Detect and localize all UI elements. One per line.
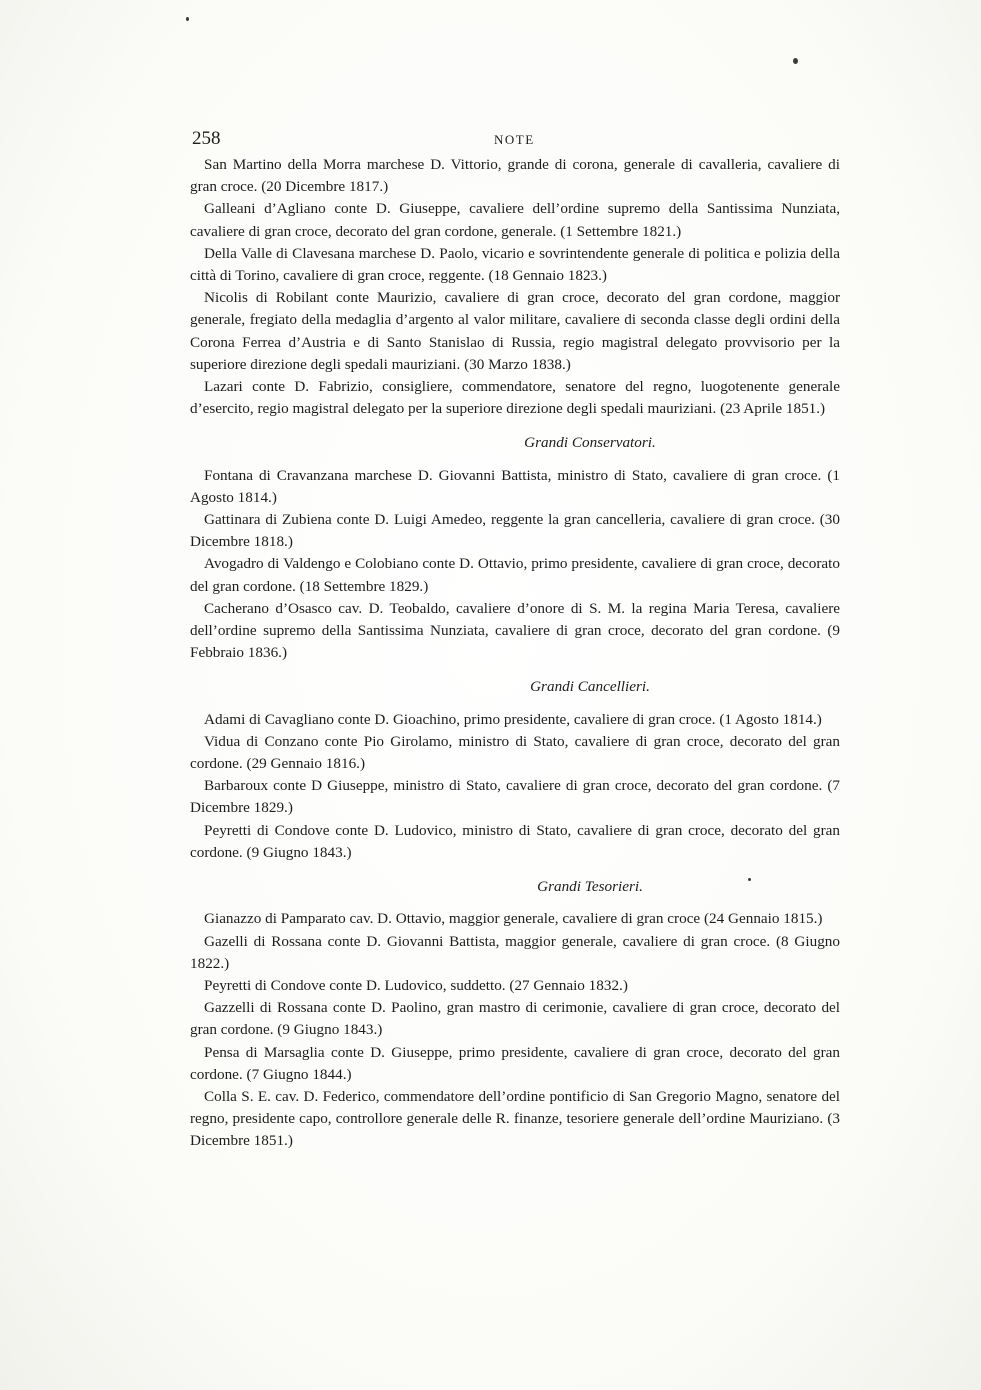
page-number: 258 bbox=[192, 128, 221, 149]
list-item: Galleani d’Agliano conte D. Giuseppe, cavaliere dell’ordine supremo della Santissima Nunziata, cavaliere di gran croce, decorato del gran cordone, generale. (1 Settembre 1821.) bbox=[190, 200, 840, 240]
list-item: Avogadro di Valdengo e Colobiano conte D. Ottavio, primo presidente, cavaliere di gran croce, decorato del gran cordone. (18 Settembre 1829.) bbox=[190, 555, 840, 595]
list-item: Barbaroux conte D Giuseppe, ministro di Stato, cavaliere di gran croce, decorato del gran cordone. (7 Dicembre 1829.) bbox=[190, 777, 840, 817]
running-title: NOTE bbox=[494, 132, 535, 147]
section-title: Grandi Conservatori. bbox=[524, 434, 656, 452]
list-item: Colla S. E. cav. D. Federico, commendatore dell’ordine pontificio di San Gregorio Magno, senatore del regno, presidente capo, controllore generale delle R. finanze, tesoriere generale dell’ordine Mauriziano. (3 Dicembre 1851.) bbox=[190, 1087, 840, 1150]
list-item: Peyretti di Condove conte D. Ludovico, suddetto. (27 Gennaio 1832.) bbox=[204, 976, 628, 994]
list-item: Gazelli di Rossana conte D. Giovanni Battista, maggior generale, cavaliere di gran croce. (8 Giugno 1822.) bbox=[190, 932, 840, 972]
list-item: Cacherano d’Osasco cav. D. Teobaldo, cavaliere d’onore di S. M. la regina Maria Teresa, cavaliere dell’ordine supremo della Santissima Nunziata, cavaliere di gran croce, decorato del gran cordone. (9 Febbraio 1836.) bbox=[190, 599, 840, 662]
list-item: Lazari conte D. Fabrizio, consigliere, commendatore, senatore del regno, luogotenente generale d’esercito, regio magistral delegato per la superiore direzione degli spedali mauriziani. (23 Aprile 1851.) bbox=[190, 378, 840, 418]
page-text bbox=[190, 128, 840, 1153]
list-item: Fontana di Cravanzana marchese D. Giovanni Battista, ministro di Stato, cavaliere di gran croce. (1 Agosto 1814.) bbox=[190, 466, 840, 506]
list-item: Peyretti di Condove conte D. Ludovico, ministro di Stato, cavaliere di gran croce, decorato del gran cordone. (9 Giugno 1843.) bbox=[190, 821, 840, 861]
ink-speck bbox=[186, 17, 189, 21]
list-item: Gianazzo di Pamparato cav. D. Ottavio, maggior generale, cavaliere di gran croce (24 Gennaio 1815.) bbox=[204, 910, 823, 928]
ink-speck bbox=[793, 58, 798, 64]
section-title: Grandi Tesorieri. bbox=[537, 878, 643, 896]
list-item: Vidua di Conzano conte Pio Girolamo, ministro di Stato, cavaliere di gran croce, decorato del gran cordone. (29 Gennaio 1816.) bbox=[190, 732, 840, 773]
list-item: Nicolis di Robilant conte Maurizio, cavaliere di gran croce, decorato del gran cordone, maggior generale, fregiato della medaglia d’argento al valor militare, cavaliere di seconda classe degli ordini della Corona Ferrea d’Austria e di Santo Stanislao di Russia, regio magistral delegato provvisorio per la superiore direzione degli spedali mauriziani. (30 Marzo 1838.) bbox=[190, 289, 840, 373]
list-item: Della Valle di Clavesana marchese D. Paolo, vicario e sovrintendente generale di politica e polizia della città di Torino, cavaliere di gran croce, reggente. (18 Gennaio 1823.) bbox=[190, 244, 840, 285]
list-item: Gattinara di Zubiena conte D. Luigi Amedeo, reggente la gran cancelleria, cavaliere di gran croce. (30 Dicembre 1818.) bbox=[190, 511, 840, 551]
list-item: San Martino della Morra marchese D. Vittorio, grande di corona, generale di cavalleria, cavaliere di gran croce. (20 Dicembre 1817.) bbox=[190, 156, 840, 196]
list-item: Adami di Cavagliano conte D. Gioachino, primo presidente, cavaliere di gran croce. (1 Agosto 1814.) bbox=[204, 710, 822, 728]
running-header bbox=[190, 128, 840, 152]
entries-list bbox=[190, 154, 840, 1153]
list-item: Gazzelli di Rossana conte D. Paolino, gran mastro di cerimonie, cavaliere di gran croce, decorato del gran cordone. (9 Giugno 1843.) bbox=[190, 999, 840, 1039]
list-item: Pensa di Marsaglia conte D. Giuseppe, primo presidente, cavaliere di gran croce, decorato del gran cordone. (7 Giugno 1844.) bbox=[190, 1043, 840, 1083]
section-title: Grandi Cancellieri. bbox=[530, 678, 650, 696]
